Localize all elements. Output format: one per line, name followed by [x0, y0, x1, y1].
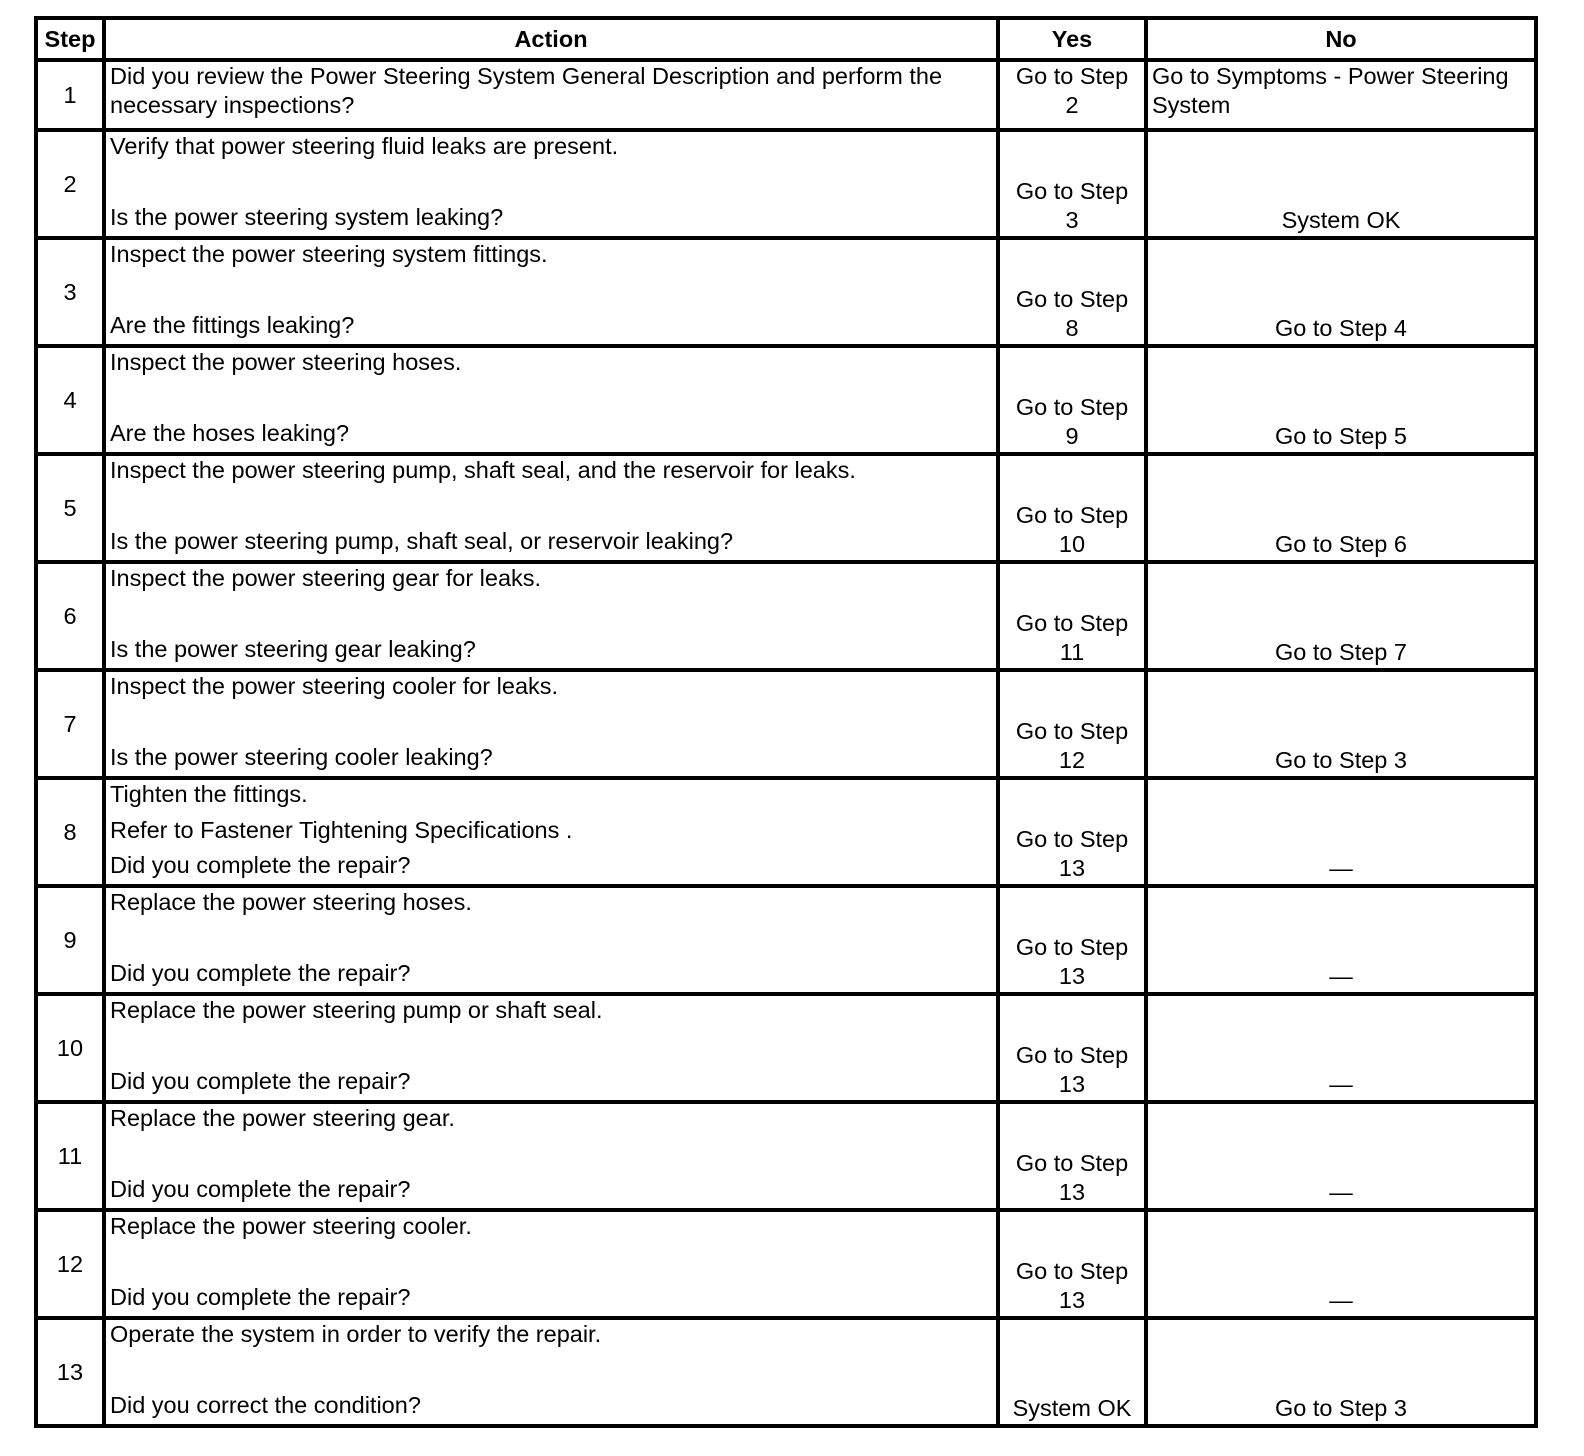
action-lines: [110, 1212, 992, 1312]
no-cell: [1146, 238, 1536, 346]
action-lines: [110, 780, 992, 880]
table-row: [36, 454, 1536, 562]
yes-result-line: Go to Step: [1015, 1258, 1129, 1284]
no-result-line: Go to Symptoms - Power Steering: [1152, 63, 1509, 89]
yes-result-line: 10: [1058, 531, 1086, 557]
table-row: [36, 1210, 1536, 1318]
action-lines: [110, 1104, 992, 1204]
action-lines: [110, 888, 992, 988]
action-line: Are the fittings leaking?: [110, 312, 355, 338]
table-row: [36, 1318, 1536, 1426]
yes-result-line: 12: [1058, 747, 1086, 773]
step-number: 2: [36, 130, 104, 238]
yes-cell: [998, 346, 1146, 454]
no-result-line: —: [1329, 963, 1353, 989]
yes-result-line: Go to Step: [1015, 934, 1129, 960]
no-result-line: —: [1329, 1287, 1353, 1313]
action-cell: [104, 1210, 998, 1318]
action-lines: [110, 132, 992, 232]
action-lines: [110, 996, 992, 1096]
yes-result-line: Go to Step: [1015, 502, 1129, 528]
no-cell: [1146, 1210, 1536, 1318]
action-cell: [104, 130, 998, 238]
no-cell: [1146, 60, 1536, 130]
action-cell: [104, 670, 998, 778]
action-lines: [110, 348, 992, 448]
action-line: Tighten the fittings.: [110, 781, 308, 807]
step-number: 12: [36, 1210, 104, 1318]
action-line: Operate the system in order to verify the repair.: [110, 1321, 602, 1347]
yes-cell: [998, 1102, 1146, 1210]
header-yes: Yes: [998, 18, 1146, 60]
action-line: Is the power steering pump, shaft seal, or reservoir leaking?: [110, 528, 734, 554]
yes-cell: [998, 454, 1146, 562]
table-row: [36, 670, 1536, 778]
step-number: 11: [36, 1102, 104, 1210]
action-line: Did you complete the repair?: [110, 1176, 411, 1202]
step-number: 1: [36, 60, 104, 130]
header-no: No: [1146, 18, 1536, 60]
step-number: 3: [36, 238, 104, 346]
action-line: Verify that power steering fluid leaks are present.: [110, 133, 619, 159]
no-result-line: Go to Step 6: [1275, 531, 1407, 557]
step-number: 6: [36, 562, 104, 670]
yes-result-line: 13: [1058, 1287, 1086, 1313]
action-cell: [104, 346, 998, 454]
no-cell: [1146, 562, 1536, 670]
yes-cell: [998, 60, 1146, 130]
yes-cell: [998, 238, 1146, 346]
no-cell: [1146, 454, 1536, 562]
no-cell: [1146, 1102, 1536, 1210]
action-cell: [104, 454, 998, 562]
action-cell: [104, 994, 998, 1102]
no-result-line: Go to Step 4: [1275, 315, 1407, 341]
action-cell: [104, 1102, 998, 1210]
yes-cell: [998, 886, 1146, 994]
no-result-line: Go to Step 3: [1275, 1395, 1407, 1421]
action-line: Inspect the power steering system fittings.: [110, 241, 548, 267]
action-cell: [104, 238, 998, 346]
action-cell: [104, 886, 998, 994]
action-line: Inspect the power steering gear for leaks.: [110, 565, 542, 591]
action-lines: [110, 240, 992, 340]
table-row: [36, 778, 1536, 886]
header-step: Step: [36, 18, 104, 60]
yes-result-line: 13: [1058, 963, 1086, 989]
action-line: Did you complete the repair?: [110, 852, 411, 878]
yes-cell: [998, 1318, 1146, 1426]
action-lines: [110, 456, 992, 556]
yes-cell: [998, 562, 1146, 670]
action-line: Did you review the Power Steering System General Description and perform the: [110, 63, 943, 89]
yes-result-line: Go to Step: [1015, 1150, 1129, 1176]
no-cell: [1146, 670, 1536, 778]
no-result-line: —: [1329, 1179, 1353, 1205]
table-row: [36, 886, 1536, 994]
step-number: 4: [36, 346, 104, 454]
no-result-line: —: [1329, 1071, 1353, 1097]
no-result-line: System: [1152, 92, 1231, 118]
no-cell: [1146, 886, 1536, 994]
action-line: Did you correct the condition?: [110, 1392, 421, 1418]
yes-result-line: Go to Step: [1015, 394, 1129, 420]
table-row: [36, 562, 1536, 670]
yes-result-line: 9: [1065, 423, 1079, 449]
yes-result-line: Go to Step: [1015, 286, 1129, 312]
table-row: [36, 238, 1536, 346]
action-line: Replace the power steering hoses.: [110, 889, 472, 915]
yes-result-line: 13: [1058, 1179, 1086, 1205]
yes-result-line: 13: [1058, 1071, 1086, 1097]
no-cell: [1146, 1318, 1536, 1426]
action-line: Are the hoses leaking?: [110, 420, 350, 446]
step-number: 5: [36, 454, 104, 562]
no-cell: [1146, 346, 1536, 454]
yes-result-line: 11: [1059, 639, 1085, 665]
no-result-line: —: [1329, 855, 1353, 881]
yes-result-line: System OK: [1012, 1395, 1132, 1421]
yes-result-line: 3: [1065, 207, 1079, 233]
action-line: Inspect the power steering cooler for leaks.: [110, 673, 559, 699]
action-line: Inspect the power steering hoses.: [110, 349, 462, 375]
table-row: [36, 346, 1536, 454]
action-line: Is the power steering system leaking?: [110, 204, 504, 230]
yes-result-line: Go to Step: [1015, 63, 1129, 89]
action-line: Did you complete the repair?: [110, 1284, 411, 1310]
no-result-line: Go to Step 5: [1275, 423, 1407, 449]
yes-cell: [998, 130, 1146, 238]
yes-result-line: Go to Step: [1015, 178, 1129, 204]
no-result-line: System OK: [1281, 207, 1401, 233]
yes-cell: [998, 778, 1146, 886]
no-cell: [1146, 778, 1536, 886]
action-lines: [110, 564, 992, 664]
action-cell: [104, 1318, 998, 1426]
action-line: Did you complete the repair?: [110, 960, 411, 986]
action-line: Did you complete the repair?: [110, 1068, 411, 1094]
no-result-line: Go to Step 7: [1275, 639, 1407, 665]
action-cell: [104, 60, 998, 130]
table-header: [36, 18, 1536, 60]
action-line: Replace the power steering pump or shaft seal.: [110, 997, 603, 1023]
action-line: Replace the power steering gear.: [110, 1105, 455, 1131]
action-line: Refer to Fastener Tightening Specifications .: [110, 816, 573, 843]
action-lines: [110, 1320, 992, 1420]
step-number: 10: [36, 994, 104, 1102]
diagnostic-table: [34, 16, 1538, 1428]
step-number: 8: [36, 778, 104, 886]
action-line: Is the power steering cooler leaking?: [110, 744, 493, 770]
action-lines: [110, 62, 992, 124]
no-cell: [1146, 130, 1536, 238]
yes-cell: [998, 994, 1146, 1102]
yes-result-line: Go to Step: [1015, 610, 1129, 636]
action-line: Inspect the power steering pump, shaft seal, and the reservoir for leaks.: [110, 457, 856, 483]
step-number: 9: [36, 886, 104, 994]
table-row: [36, 60, 1536, 130]
no-cell: [1146, 994, 1536, 1102]
table-row: [36, 1102, 1536, 1210]
no-result-line: Go to Step 3: [1275, 747, 1407, 773]
table-row: [36, 994, 1536, 1102]
yes-cell: [998, 1210, 1146, 1318]
action-line: necessary inspections?: [110, 92, 355, 118]
action-cell: [104, 562, 998, 670]
table-body: [36, 60, 1536, 1426]
yes-result-line: Go to Step: [1015, 826, 1129, 852]
step-number: 7: [36, 670, 104, 778]
yes-cell: [998, 670, 1146, 778]
action-lines: [110, 672, 992, 772]
action-cell: [104, 778, 998, 886]
header-action: Action: [104, 18, 998, 60]
action-line: Is the power steering gear leaking?: [110, 636, 476, 662]
step-number: 13: [36, 1318, 104, 1426]
action-line: Replace the power steering cooler.: [110, 1213, 472, 1239]
yes-result-line: 13: [1058, 855, 1086, 881]
yes-result-line: Go to Step: [1015, 1042, 1129, 1068]
yes-result-line: 8: [1065, 315, 1079, 341]
header-row: [36, 18, 1536, 60]
table-row: [36, 130, 1536, 238]
yes-result-line: 2: [1065, 92, 1079, 118]
yes-result-line: Go to Step: [1015, 718, 1129, 744]
